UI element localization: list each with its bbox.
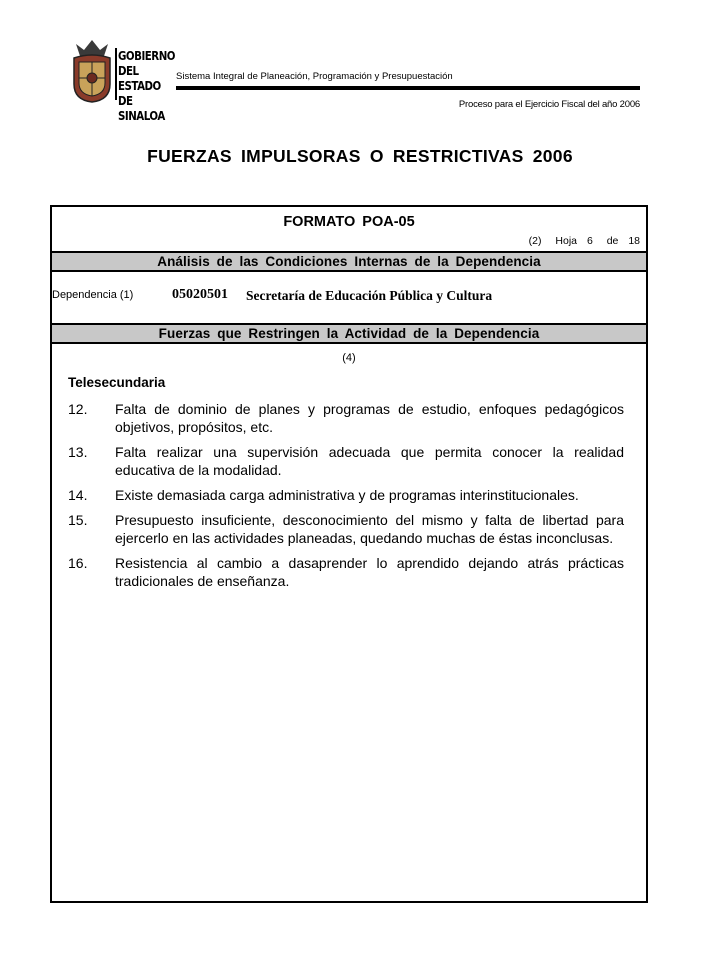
- list-item: [68, 400, 624, 436]
- sheet-indicator: [521, 235, 640, 247]
- process-text: Proceso para el Ejercicio Fiscal del año 2006: [458, 99, 640, 110]
- sheet-number: 6: [586, 235, 593, 247]
- sheet-label: Hoja: [555, 235, 578, 247]
- item-text: Falta de dominio de planes y programas de estudio, enfoques pedagógicos objetivos, propósitos, etc.: [115, 401, 624, 435]
- item-text: Existe demasiada carga administrativa y de programas interinstitucionales.: [115, 487, 579, 503]
- reference-4: (4): [342, 352, 356, 364]
- dependency-name: Secretaría de Educación Pública y Cultura: [246, 288, 493, 303]
- system-title: Sistema Integral de Planeación, Programación y Presupuestación: [176, 71, 453, 82]
- list-item: [68, 511, 624, 547]
- list-item: [68, 443, 624, 479]
- item-text: Falta realizar una supervisión adecuada que permita conocer la realidad educativa de la modalidad.: [115, 444, 624, 478]
- logo-text: [118, 48, 176, 123]
- subsection-title: Telesecundaria: [68, 375, 166, 390]
- form-box: [50, 205, 648, 903]
- of-label: de: [606, 235, 619, 247]
- section-band-internal-analysis: Análisis de las Condiciones Internas de la Dependencia: [52, 251, 646, 272]
- section-band-restricting-forces: Fuerzas que Restringen la Actividad de la Dependencia: [52, 323, 646, 344]
- logo-line-1: GOBIERNO: [118, 48, 176, 63]
- list-item: [68, 554, 624, 590]
- item-number: 13.: [68, 444, 88, 460]
- item-number: 16.: [68, 555, 88, 571]
- sheet-total: 18: [628, 235, 640, 247]
- item-number: 12.: [68, 401, 88, 417]
- dependency-label: Dependencia (1): [52, 289, 134, 301]
- dependency-code: 05020501: [172, 287, 228, 302]
- format-label: FORMATO POA-05: [283, 214, 415, 230]
- header-rule: [176, 86, 640, 90]
- state-seal-icon: [70, 34, 114, 104]
- item-text: Presupuesto insuficiente, desconocimiento del mismo y falta de libertad para ejercerlo en las actividades planeadas, quedando muchas de éstas inconclusas.: [115, 512, 624, 546]
- item-number: 14.: [68, 487, 88, 503]
- logo-line-3: DE SINALOA: [118, 93, 165, 123]
- sheet-ref: (2): [528, 235, 542, 247]
- logo-line-2: DEL ESTADO: [118, 63, 161, 93]
- item-text: Resistencia al cambio a dasaprender lo aprendido dejando atrás prácticas tradicionales de enseñanza.: [115, 555, 624, 589]
- item-number: 15.: [68, 512, 88, 528]
- list-item: [68, 486, 624, 504]
- logo-divider: [115, 48, 117, 100]
- forces-list: [68, 400, 624, 597]
- page-title: FUERZAS IMPULSORAS O RESTRICTIVAS 2006: [147, 146, 573, 166]
